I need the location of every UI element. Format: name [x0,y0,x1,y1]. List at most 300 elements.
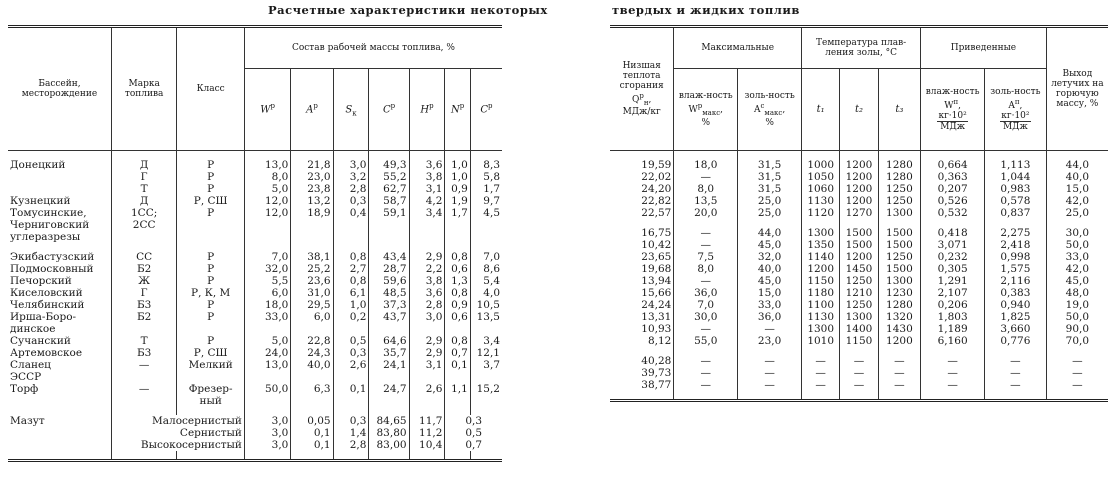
cell-v: 50,0 [1046,311,1108,323]
cell-w: 13,0 [244,359,290,371]
cell-t1: 1100 [802,299,840,311]
cell-am: — [738,367,802,379]
table-row [8,311,502,323]
cell-s: 0,8 [333,251,369,263]
cell-s: 0,2 [333,311,369,323]
cell-n: 0,9 [445,183,470,195]
cell-wp: 0,305 [921,263,985,275]
cell-q: 24,24 [641,299,672,311]
cell-n: 0,7 [445,347,470,359]
cell-o: 4,5 [470,207,502,219]
table-row [8,347,502,359]
table-row [8,439,502,451]
table-row [8,335,502,347]
cell-q: 39,73 [641,367,672,379]
cell-deposit: Подмосковный [10,263,94,275]
cell-w [244,219,290,231]
cell-class: Р [177,335,245,347]
header-t3: t₃ [878,69,921,151]
cell-grade: Т [111,183,176,195]
cell-a: 24,3 [291,347,333,359]
cell-t1: 1180 [802,287,840,299]
header-composition-group: Состав рабочей массы топлива, % [244,27,502,69]
cell-h: 3,6 [409,287,445,299]
cell-h: 2,9 [409,251,445,263]
cell-q: 13,31 [641,311,672,323]
cell-am: 15,0 [738,287,802,299]
header-lhv-unit: МДж/кг [622,107,661,118]
table-row [610,323,1108,335]
cell-am: 25,0 [738,207,802,219]
cell-class [177,219,245,231]
cell-h [409,395,445,407]
cell-o: 13,5 [470,311,502,323]
cell-h: 3,1 [409,183,445,195]
cell-class: Р [177,159,245,171]
cell-a: 23,0 [291,171,333,183]
cell-c: 83,00 [369,439,409,451]
cell-ap: 0,578 [985,195,1047,207]
cell-w: 3,0 [244,427,290,439]
cell-c [369,231,409,243]
cell-ap: — [985,367,1047,379]
cell-w: 3,0 [244,439,290,451]
cell-class: Р [177,275,245,287]
cell-class: Р, К, М [177,287,245,299]
cell-t1: 1300 [802,323,840,335]
table-row [610,195,1108,207]
cell-ap: 2,116 [985,275,1047,287]
cell-ap: — [985,355,1047,367]
table-row [8,251,502,263]
cell-wm: — [674,227,738,239]
cell-am: 45,0 [738,239,802,251]
cell-o: 8,6 [470,263,502,275]
cell-t3: 1500 [878,263,921,275]
cell-grade: — [111,383,176,395]
cell-deposit: Торф [10,383,39,395]
cell-wm: 13,5 [674,195,738,207]
cell-o: 15,2 [470,383,502,395]
cell-wp: 0,206 [921,299,985,311]
cell-n: 1,0 [445,159,470,171]
cell-deposit: углеразрезы [10,231,81,243]
cell-q: 13,94 [641,275,672,287]
table-row [610,251,1108,263]
cell-h: 3,1 [409,359,445,371]
cell-t3: 1230 [878,287,921,299]
cell-deposit: Донецкий [10,159,66,171]
cell-h [409,371,445,383]
cell-t3: 1500 [878,239,921,251]
cell-q: 22,02 [641,171,672,183]
cell-n: 0,5 [445,427,502,439]
cell-wm: — [674,171,738,183]
cell-h [409,231,445,243]
header-temp-group: Температура плав-ления золы, °C [802,27,921,69]
cell-wm: 18,0 [674,159,738,171]
cell-t2: 1500 [840,227,878,239]
cell-q: 16,75 [641,227,672,239]
cell-a: 6,3 [291,383,333,395]
cell-class: Фрезер- [177,383,245,395]
table-row [610,335,1108,347]
cell-ap: 1,044 [985,171,1047,183]
table-row [610,183,1108,195]
cell-wp: 2,107 [921,287,985,299]
cell-h: 3,8 [409,171,445,183]
fuel-characteristics-table [610,25,1108,402]
table-row [8,195,502,207]
cell-o [470,231,502,243]
cell-c: 43,4 [369,251,409,263]
header-comp-col: $C^р$ [369,69,409,151]
cell-t3: 1320 [878,311,921,323]
cell-o: 3,7 [470,359,502,371]
cell-c: 43,7 [369,311,409,323]
cell-class: Р [177,183,245,195]
cell-a: 0,1 [291,427,333,439]
cell-class: Мелкий [177,359,245,371]
cell-t2: 1200 [840,171,878,183]
cell-class: Р [177,171,245,183]
cell-class [177,231,245,243]
cell-c: 55,2 [369,171,409,183]
cell-t3: — [878,355,921,367]
cell-s: 3,2 [333,171,369,183]
cell-t3: 1200 [878,335,921,347]
cell-v: 90,0 [1046,323,1108,335]
cell-s: 6,1 [333,287,369,299]
table-row [8,231,502,243]
cell-c: 49,3 [369,159,409,171]
cell-t3: 1250 [878,251,921,263]
cell-h: 2,8 [409,299,445,311]
cell-h: 4,2 [409,195,445,207]
table-row [8,427,502,439]
right-page-title: твердых и жидких топлив [612,3,800,17]
cell-deposit: Сланец [10,359,51,371]
cell-n [445,395,470,407]
table-row [8,183,502,195]
cell-n: 1,1 [445,383,470,395]
cell-am: — [738,379,802,391]
cell-t2: 1250 [840,299,878,311]
cell-w: 50,0 [244,383,290,395]
cell-grade [111,323,176,335]
cell-grade: 1СС; [111,207,176,219]
cell-s: 0,3 [333,415,369,427]
cell-ap: 0,940 [985,299,1047,311]
cell-o: 1,7 [470,183,502,195]
cell-class: Р [177,299,245,311]
cell-c [369,219,409,231]
cell-s: 0,1 [333,383,369,395]
cell-ap: — [985,379,1047,391]
cell-v: 25,0 [1046,207,1108,219]
cell-am: 36,0 [738,311,802,323]
cell-s: 1,0 [333,299,369,311]
cell-s: 1,4 [333,427,369,439]
cell-v: 44,0 [1046,159,1108,171]
header-comp-col: $N^р$ [445,69,470,151]
cell-class: Р, СШ [177,195,245,207]
cell-class: ный [177,395,245,407]
header-t1: t₁ [802,69,840,151]
table-row [8,299,502,311]
table-row [8,359,502,371]
cell-t2: 1400 [840,323,878,335]
cell-q: 22,57 [641,207,672,219]
cell-n: 0,3 [445,415,502,427]
cell-n: 1,7 [445,207,470,219]
cell-q: 8,12 [647,335,672,347]
table-row [610,227,1108,239]
cell-t3: 1430 [878,323,921,335]
cell-deposit: Артемовское [10,347,83,359]
cell-t2: 1500 [840,239,878,251]
header-comp-col: $W^р$ [244,69,290,151]
cell-t2: 1200 [840,183,878,195]
cell-t2: — [840,355,878,367]
cell-wp: — [921,379,985,391]
cell-v: — [1046,379,1108,391]
table-row [8,371,502,383]
cell-v: 42,0 [1046,263,1108,275]
cell-c: 24,1 [369,359,409,371]
cell-o: 5,4 [470,275,502,287]
cell-c: 58,7 [369,195,409,207]
cell-wm: — [674,355,738,367]
cell-wp: 0,526 [921,195,985,207]
cell-wm: 30,0 [674,311,738,323]
cell-o [470,323,502,335]
cell-a [291,231,333,243]
cell-h: 10,4 [409,439,445,451]
cell-w [244,323,290,335]
cell-a: 23,8 [291,183,333,195]
cell-a: 31,0 [291,287,333,299]
cell-w [244,371,290,383]
table-row [8,395,502,407]
cell-n [445,219,470,231]
cell-grade: Б2 [111,311,176,323]
cell-c [369,371,409,383]
table-row [610,263,1108,275]
cell-deposit: динское [10,323,56,335]
table-row [8,275,502,287]
cell-o [470,219,502,231]
header-t2: t₂ [840,69,878,151]
cell-t3: 1500 [878,227,921,239]
cell-t1: 1000 [802,159,840,171]
cell-c [369,395,409,407]
cell-s: 3,0 [333,159,369,171]
cell-wp: 6,160 [921,335,985,347]
header-comp-col: $H^р$ [409,69,445,151]
left-page-title: Расчетные характеристики некоторых [268,3,548,17]
cell-n: 0,1 [445,359,470,371]
cell-ap: 0,837 [985,207,1047,219]
cell-o: 12,1 [470,347,502,359]
cell-h: 2,9 [409,347,445,359]
cell-a: 23,6 [291,275,333,287]
cell-wp: 0,363 [921,171,985,183]
table-row [610,239,1108,251]
cell-grade: СС [111,251,176,263]
table-row [610,355,1108,367]
cell-wp: — [921,367,985,379]
cell-grade: 2СС [111,219,176,231]
cell-o: 5,8 [470,171,502,183]
cell-t1: 1300 [802,227,840,239]
cell-h: 3,0 [409,311,445,323]
cell-ap: 2,275 [985,227,1047,239]
cell-grade: Малосернистый [111,415,244,427]
cell-t1: 1150 [802,275,840,287]
cell-deposit [8,183,111,195]
cell-c: 37,3 [369,299,409,311]
cell-a: 0,05 [291,415,333,427]
cell-s [333,219,369,231]
cell-n: 0,8 [445,287,470,299]
cell-c: 24,7 [369,383,409,395]
cell-w: 13,0 [244,159,290,171]
cell-a: 29,5 [291,299,333,311]
table-row [610,379,1108,391]
cell-t1: — [802,355,840,367]
cell-grade [111,371,176,383]
cell-w: 5,0 [244,183,290,195]
cell-s: 2,8 [333,183,369,195]
cell-grade: Сернистый [111,427,244,439]
cell-c: 59,6 [369,275,409,287]
cell-c: 62,7 [369,183,409,195]
cell-n: 0,8 [445,335,470,347]
cell-c: 28,7 [369,263,409,275]
table-row [610,171,1108,183]
table-row [610,159,1108,171]
cell-v: 40,0 [1046,171,1108,183]
table-row [610,299,1108,311]
cell-ap: 0,998 [985,251,1047,263]
cell-a: 40,0 [291,359,333,371]
cell-n: 0,7 [445,439,502,451]
cell-c: 64,6 [369,335,409,347]
cell-wp: 0,532 [921,207,985,219]
cell-v: 42,0 [1046,195,1108,207]
cell-grade: Г [111,287,176,299]
cell-q: 10,93 [641,323,672,335]
cell-h: 2,6 [409,383,445,395]
cell-grade: Ж [111,275,176,287]
cell-ap: 3,660 [985,323,1047,335]
cell-s [333,395,369,407]
cell-deposit [8,439,111,451]
cell-a: 25,2 [291,263,333,275]
header-lhv-label: Низшая теплота сгорания Q [619,60,664,105]
table-row [8,219,502,231]
cell-wp: 3,071 [921,239,985,251]
cell-v: — [1046,355,1108,367]
table-row [8,263,502,275]
cell-q: 38,77 [641,379,672,391]
cell-am: 33,0 [738,299,802,311]
cell-w: 5,5 [244,275,290,287]
cell-s: 0,5 [333,335,369,347]
cell-n: 1,9 [445,195,470,207]
header-max-group: Максимальные [674,27,802,69]
cell-o: 3,4 [470,335,502,347]
cell-deposit: Мазут [10,415,45,427]
cell-t1: 1140 [802,251,840,263]
cell-t3: — [878,367,921,379]
cell-h: 3,8 [409,275,445,287]
table-row [8,171,502,183]
cell-a: 21,8 [291,159,333,171]
cell-wm: 55,0 [674,335,738,347]
cell-wm: 20,0 [674,207,738,219]
cell-q: 40,28 [641,355,672,367]
cell-q: 23,65 [641,251,672,263]
cell-s: 0,3 [333,195,369,207]
cell-h: 11,2 [409,427,445,439]
cell-am: 44,0 [738,227,802,239]
cell-am: 32,0 [738,251,802,263]
cell-v: 50,0 [1046,239,1108,251]
cell-t2: 1200 [840,251,878,263]
cell-v: 15,0 [1046,183,1108,195]
cell-n: 0,9 [445,299,470,311]
cell-t1: — [802,367,840,379]
cell-t3: 1250 [878,195,921,207]
cell-w: 3,0 [244,415,290,427]
cell-w: 33,0 [244,311,290,323]
cell-am: — [738,323,802,335]
cell-t2: 1200 [840,195,878,207]
cell-h: 3,4 [409,207,445,219]
cell-v: 33,0 [1046,251,1108,263]
cell-h [409,323,445,335]
cell-grade [111,231,176,243]
cell-a: 13,2 [291,195,333,207]
cell-n [445,371,470,383]
cell-w: 8,0 [244,171,290,183]
cell-ap: 1,825 [985,311,1047,323]
header-max-moisture: влаж-ность $W^р_{макс}$, % [674,69,738,151]
cell-a [291,219,333,231]
cell-grade: Б3 [111,347,176,359]
cell-q: 22,82 [641,195,672,207]
cell-t1: 1130 [802,195,840,207]
cell-class [177,323,245,335]
cell-s [333,371,369,383]
cell-deposit [8,171,111,183]
cell-grade: Б3 [111,299,176,311]
cell-class [177,371,245,383]
cell-deposit: Челябинский [10,299,85,311]
header-volatile: Выход летучих на горючую массу, % [1046,27,1108,151]
header-grade: Марка топлива [111,27,176,151]
cell-t1: 1060 [802,183,840,195]
cell-q: 19,59 [641,159,672,171]
cell-w: 32,0 [244,263,290,275]
cell-grade: — [111,359,176,371]
cell-t2: 1150 [840,335,878,347]
left-table-body [8,151,502,461]
cell-w: 24,0 [244,347,290,359]
cell-ap: 1,575 [985,263,1047,275]
